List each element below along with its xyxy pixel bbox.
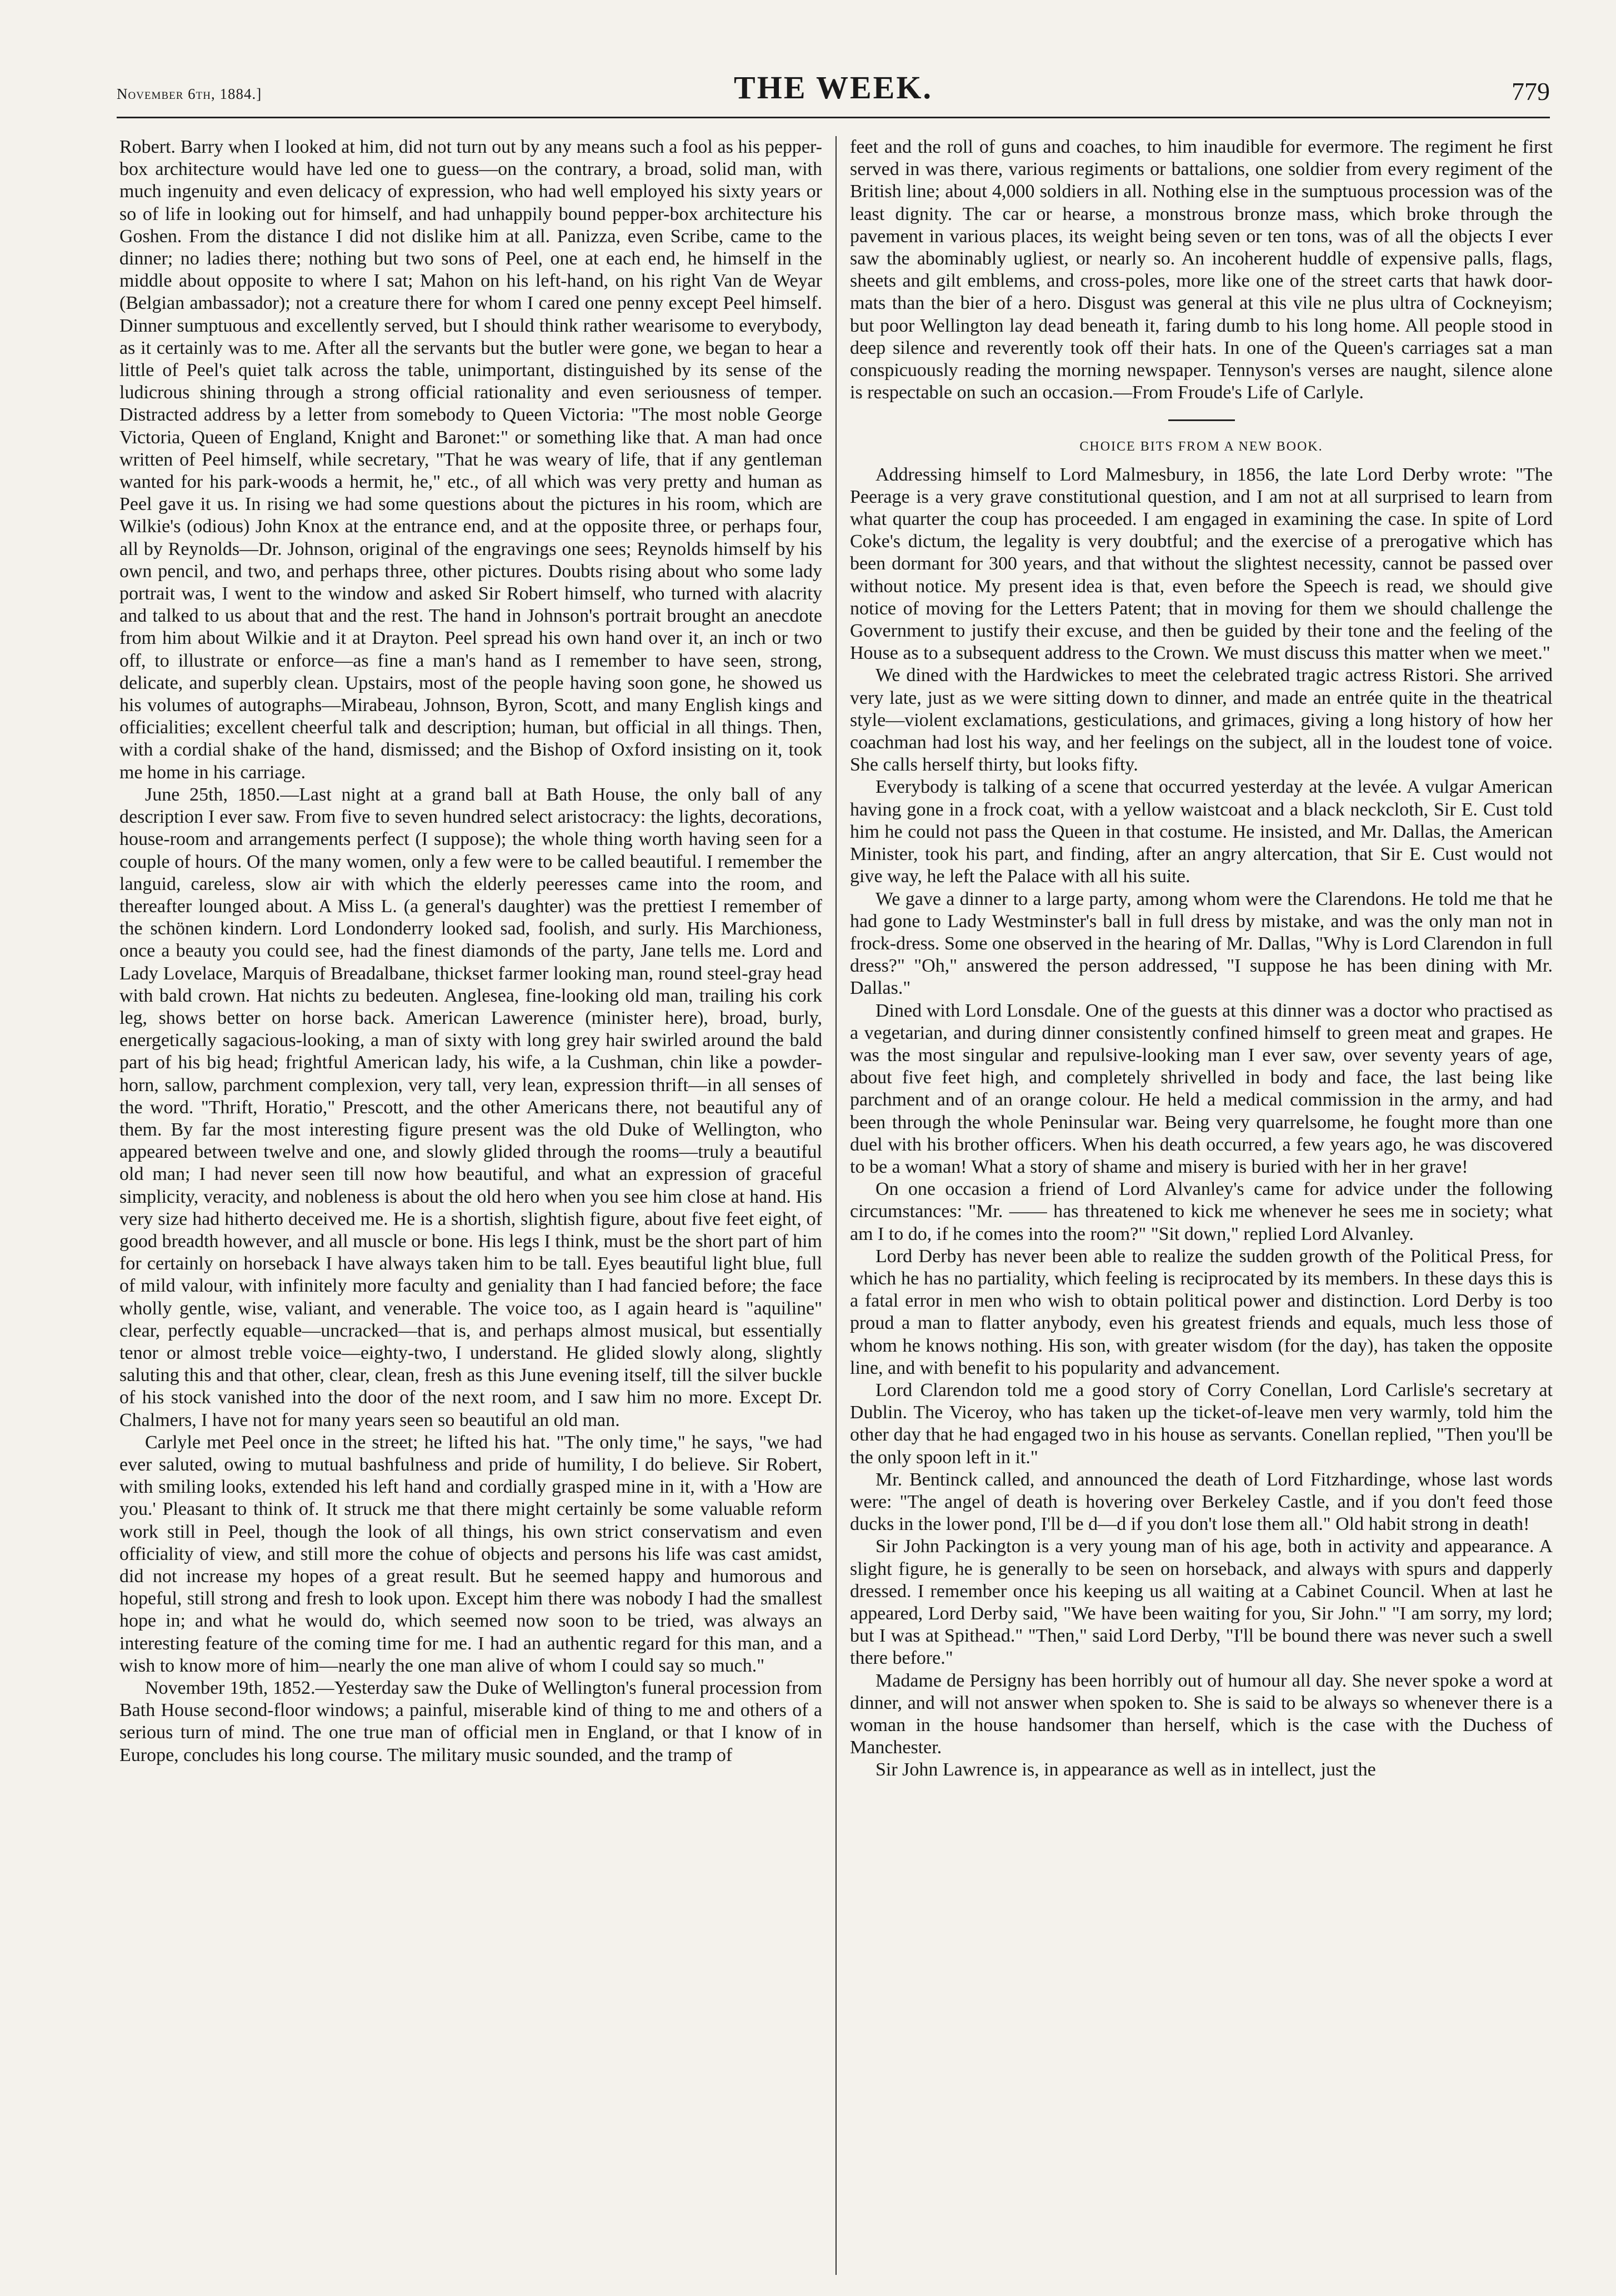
paragraph: Sir John Lawrence is, in appearance as well as in intellect, just the (875, 1759, 1376, 1780)
issue-date: November 6th, 1884.] (117, 86, 262, 102)
paragraph: Sir John Packington is a very young man of his age, both in activity and appearance. A slight figure, he is generally to be seen on horseback, and always with spurs and dapperly dressed. I remember once his keeping us all waiting at a Cabinet Council. When at last he appeared, Lord Derby said, "We have been waiting for you, Sir John." "I am sorry, my lord; but I was at Spithead." "Then," said Lord Derby, "I'll be bound there was never such a swell there before." (850, 1536, 1553, 1669)
paragraph: June 25th, 1850.—Last night at a grand ball at Bath House, the only ball of any description I ever saw. From five to seven hundred select aristocracy: the lights, decorations, house-room and arrangements perfect (I suppose); the whole thing worth having seen for a couple of hours. Of the many women, only a few were to be called beautiful. I remember the languid, careless, slow air with which the elderly peeresses came into the room, and thereafter lounged about. A Miss L. (a general's daughter) was the prettiest I remember of the schönen kindern. Lord Londonderry looked sad, foolish, and surly. His Marchioness, once a beauty you could see, had the finest diamonds of the party, Jane tells me. Lord and Lady Lovelace, Marquis of Breadalbane, thickset farmer looking man, round steel-gray head with bald crown. Hat nichts zu bedeuten. Anglesea, fine-looking old man, trailing his cork leg, shows better on horse back. American Lawerence (minister here), broad, burly, energetically sagacious-looking, a man of sixty with long grey hair swirled around the bald part of his big head; frightful American lady, his wife, a la Cushman, chin like a powder-horn, sallow, parchment complexion, very tall, very lean, expression thrift—in all senses of the word. "Thrift, Horatio," Prescott, and the other Americans there, not beautiful any of them. By far the most interesting figure present was the old Duke of Wellington, who appeared between twelve and one, and slowly glided through the rooms—truly a beautiful old man; I had never seen till now how beautiful, and what an expression of graceful simplicity, veracity, and nobleness is about the old hero when you see him close at hand. His very size had hitherto deceived me. He is a shortish, slightish figure, about five feet eight, of good breadth however, and all muscle or bone. His legs I think, must be the short part of him for certainly on horseback I have always taken him to be tall. Eyes beautiful light blue, full of mild valour, with infinitely more faculty and geniality than I had fancied before; the face wholly gentle, wise, valiant, and venerable. The voice too, as I again heard is "aquiline" clear, perfectly equable—uncracked—that is, and perhaps almost musical, but essentially tenor or almost treble voice—eighty-two, I understand. He glided slowly along, slightly saluting this and that other, clear, clean, fresh as this June evening itself, till the silver buckle of his stock vanished into the door of the next room, and I saw him no more. Except Dr. Chalmers, I have not for many years seen so beautiful an old man. (119, 784, 822, 1430)
paragraph: November 19th, 1852.—Yesterday saw the Duke of Wellington's funeral procession from Bath House second-floor windows; a painful, miserable kind of thing to me and others of a serious turn of mind. The one true man of official men in England, or that I know of in Europe, concludes his long course. The military music sounded, and the tramp of (119, 1678, 822, 1765)
paragraph: Addressing himself to Lord Malmesbury, in 1856, the late Lord Derby wrote: "The Peerage is a very grave constitutional question, and I am not at all surprised to learn from what quarter the coup has proceeded. I am engaged in examining the case. In spite of Lord Coke's dictum, the legality is very doubtful; and the exercise of a prerogative which has been dormant for 300 years, and that without the slightest necessity, cannot be passed over without notice. My present idea is that, even before the Speech is read, we should give notice of moving for the Letters Patent; that in moving for them we should challenge the Government to justify their excuse, and then be guided by their tone and the feeling of the House as to a subsequent address to the Crown. We must discuss this matter when we meet." (850, 464, 1553, 664)
paragraph: We dined with the Hardwickes to meet the celebrated tragic actress Ristori. She arrived very late, just as we were sitting down to dinner, and made an entrée quite in the theatrical style—violent exclamations, gesticulations, and grimaces, giving a long history of how her coachman had lost his way, and her feelings on the subject, all in the loudest tone of voice. She calls herself thirty, but looks fifty. (850, 665, 1553, 776)
page-number: 779 (1512, 77, 1550, 106)
paragraph: Robert. Barry when I looked at him, did not turn out by any means such a fool as his pepper-box architecture would have led one to guess—on the contrary, a broad, solid man, with much ingenuity and even delicacy of expression, who had well employed his sixty years or so of life in looking out for himself, and had unhappily bound pepper-box architecture his Goshen. From the distance I did not dislike him at all. Panizza, even Scribe, came to the dinner; no ladies there; nothing but two sons of Peel, one at each end, he himself in the middle about opposite to where I sat; Mahon on his left-hand, on his right Van de Weyar (Belgian ambassador); not a creature there for whom I cared one penny except Peel himself. Dinner sumptuous and excellently served, but I should think rather wearisome to everybody, as it certainly was to me. After all the servants but the butler were gone, we began to hear a little of Peel's quiet talk across the table, unimportant, distinguished by its sense of the ludicrous shining through a strong official rationality and even seriousness of temper. Distracted address by a letter from somebody to Queen Victoria: "The most noble George Victoria, Queen of England, Knight and Baronet:" or something like that. A man had once written of Peel himself, while secretary, "That he was weary of life, that if any gentleman wanted for his park-woods a hermit, he," etc., of all which was very pretty and human as Peel gave it us. In rising we had some questions about the pictures in his room, which are Wilkie's (odious) John Knox at the entrance end, and at the opposite three, or perhaps four, all by Reynolds—Dr. Johnson, original of the engravings one sees; Reynolds himself by his own pencil, and two, and perhaps three, other pictures. Doubts rising about who some lady portrait was, I went to the window and asked Sir Robert himself, who turned with alacrity and talked to us about that and the rest. The hand in Johnson's portrait brought an anecdote from him about Wilkie and it at Drayton. Peel spread his own hand over it, an inch or two off, to illustrate or enforce—as fine a man's hand as I remember to have seen, strong, delicate, and superbly clean. Upstairs, most of the people having soon gone, he showed us his volumes of autographs—Mirabeau, Johnson, Byron, Scott, and many English kings and officialities; excellent cheerful talk and description; human, but official in all things. Then, with a cordial shake of the hand, dismissed; and the Bishop of Oxford insisting on it, took me home in his carriage. (119, 137, 822, 783)
paragraph: Mr. Bentinck called, and announced the death of Lord Fitzhardinge, whose last words were: "The angel of death is hovering over Berkeley Castle, and if you don't feed those ducks in the lower pond, I'll be d—d if you don't lose them all." Old habit strong in death! (850, 1469, 1553, 1535)
header-rule (117, 117, 1550, 118)
paragraph: Lord Derby has never been able to realize the sudden growth of the Political Press, for which he has no partiality, which feeling is reciprocated by its members. In these days this is a fatal error in men who wish to obtain political power and distinction. Lord Derby is too proud a man to flatter anybody, even his greatest friends and equals, much less those of whom he knows nothing. His son, with greater wisdom (for the day), has taken the opposite line, and with benefit to his popularity and advancement. (850, 1245, 1553, 1378)
page-header (117, 67, 1550, 117)
right-column (850, 136, 1553, 2275)
paragraph: feet and the roll of guns and coaches, to him inaudible for evermore. The regiment he first served in was there, various regiments or battalions, one soldier from every regiment of the British line; about 4,000 soldiers in all. Nothing else in the sumptuous procession was of the least dignity. The car or hearse, a monstrous bronze mass, which broke through the pavement in various places, its weight being seven or ten tons, was of all the objects I ever saw the abominably ugliest, or nearly so. An incoherent huddle of expensive palls, flags, sheets and gilt emblems, and cross-poles, more like one of the street carts that hawk door-mats than the bier of a hero. Disgust was general at this vile ne plus ultra of Cockneyism; but poor Wellington lay dead beneath it, faring dumb to his long home. All people stood in deep silence and reverently took off their hats. In one of the Queen's carriages sat a man conspicuously reading the morning newspaper. Tennyson's verses are naught, silence alone is respectable on such an occasion.—From Froude's Life of Carlyle. (850, 137, 1553, 403)
section-title: CHOICE BITS FROM A NEW BOOK. (1079, 439, 1323, 454)
paragraph: We gave a dinner to a large party, among whom were the Clarendons. He told me that he had gone to Lady Westminster's ball in full dress by mistake, and was the only man not in frock-dress. Some one observed in the hearing of Mr. Dallas, "Why is Lord Clarendon in full dress?" "Oh," answered the person addressed, "I suppose he has been dining with Mr. Dallas." (850, 888, 1553, 999)
section-rule (1168, 419, 1235, 421)
column-divider (835, 136, 837, 2275)
paragraph: Madame de Persigny has been horribly out of humour all day. She never spoke a word at dinner, and will not answer when spoken to. She is said to be always so whenever there is a woman in the house handsomer than herself, which is the case with the Duchess of Manchester. (850, 1670, 1553, 1758)
paragraph: Lord Clarendon told me a good story of Corry Conellan, Lord Carlisle's secretary at Dublin. The Viceroy, who has taken up the ticket-of-leave men very warmly, told him the other day that he had engaged two in his house as servants. Conellan replied, "Then you'll be the only spoon left in it." (850, 1379, 1553, 1468)
paragraph: Carlyle met Peel once in the street; he lifted his hat. "The only time," he says, "we had ever saluted, owing to mutual bashfulness and pride of humility, I do believe. Sir Robert, with smiling looks, extended his left hand and cordially grasped mine in it, with a 'How are you.' Pleasant to think of. It struck me that there might certainly be some valuable reform work still in Peel, though the look of all things, his own strict conservatism and even officiality of view, and still more the cohue of objects and persons his life was cast amidst, did not increase my hopes of a great result. But he seemed happy and humorous and hopeful, still strong and fresh to look upon. Except him there was nobody I had the smallest hope in; and what he would do, which seemed now soon to be tried, was always an interesting feature of the coming time for me. I had an authentic regard for this man, and a wish to know more of him—nearly the one man alive of whom I could say so much." (119, 1432, 822, 1676)
paragraph: Dined with Lord Lonsdale. One of the guests at this dinner was a doctor who practised as a vegetarian, and during dinner consistently confined himself to green meat and grapes. He was the most singular and repulsive-looking man I ever saw, over seventy years of age, about five feet high, and completely shrivelled in body and face, the last being like parchment and of an orange colour. He held a medical commission in the army, and had been through the whole Peninsular war. Being very quarrelsome, he fought more than one duel with his brother officers. When his death occurred, a few years ago, he was discovered to be a woman! What a story of shame and misery is buried with her in her grave! (850, 1000, 1553, 1177)
paragraph: On one occasion a friend of Lord Alvanley's came for advice under the following circumstances: "Mr. —— has threatened to kick me whenever he sees me in society; what am I to do, if he comes into the room?" "Sit down," replied Lord Alvanley. (850, 1179, 1553, 1244)
publication-title: THE WEEK. (734, 69, 933, 106)
paragraph: Everybody is talking of a scene that occurred yesterday at the levée. A vulgar American having gone in a frock coat, with a yellow waistcoat and a black neckcloth, Sir E. Cust told him he could not pass the Queen in that costume. He insisted, and Mr. Dallas, the American Minister, took his part, and finding, after an angry altercation, that Sir E. Cust would not give way, he left the Palace with all his suite. (850, 777, 1553, 887)
left-column (119, 136, 822, 2275)
